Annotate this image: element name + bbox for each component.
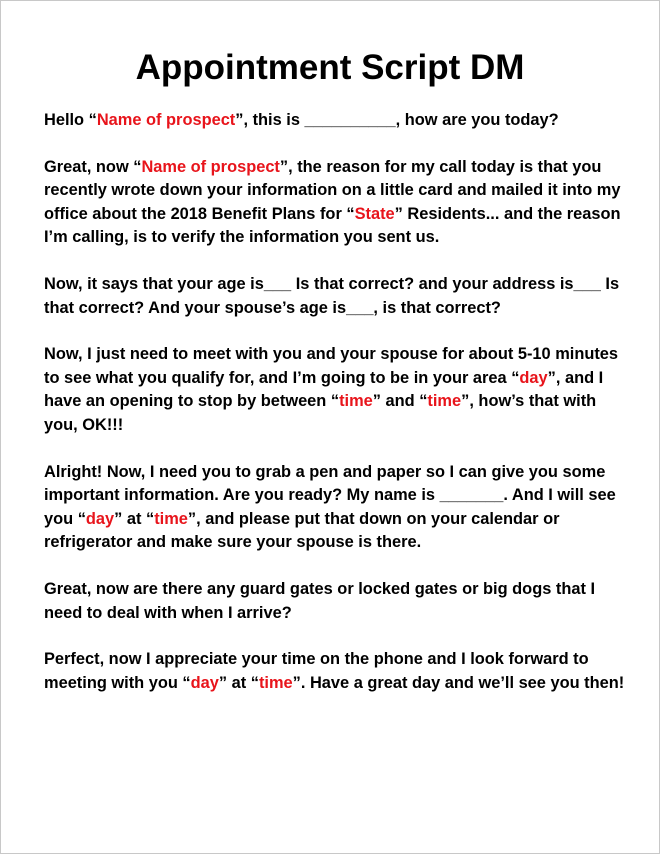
placeholder-field: time [258, 673, 293, 692]
script-text: ”. Have a great day and we’ll see you then! [292, 673, 625, 692]
script-text: ” at “ [218, 673, 259, 692]
paragraph-verify-info [44, 273, 629, 320]
placeholder-field: day [85, 509, 115, 528]
script-text: Alright! Now, I need you to grab a pen and paper so I can give you some important information. Are you ready? My name is _______. And I will see you “ [44, 462, 616, 528]
script-text: ”, and I have an opening to stop by between “ [44, 368, 604, 411]
script-text: Now, it says that your age is___ Is that correct? and your address is___ Is that correct? And your spouse’s age is___, is that correct? [44, 274, 620, 317]
paragraph-gates-and-dogs [44, 578, 629, 625]
placeholder-field: day [190, 673, 219, 692]
script-text: ” Residents... and the reason I’m calling, is to verify the information you sent us. [44, 204, 621, 247]
document-title: Appointment Script DM [135, 48, 525, 87]
script-text: Now, I just need to meet with you and your spouse for about 5-10 minutes to see what you qualify for, and I’m going to be in your area “ [44, 345, 619, 387]
script-text: ” and “ [372, 392, 428, 411]
script-text: ”, how’s that with you, OK!!! [44, 392, 597, 434]
script-text: ”, this is __________, how are you today? [235, 111, 559, 129]
script-text: Hello “ [44, 111, 97, 129]
placeholder-field: time [427, 392, 462, 411]
placeholder-field: Name of prospect [96, 111, 236, 129]
placeholder-field: State [354, 204, 395, 223]
script-text: ” at “ [114, 509, 155, 528]
paragraph-closing [44, 648, 629, 695]
script-text: Great, now “ [44, 157, 142, 176]
placeholder-field: time [154, 509, 188, 528]
paragraph-reason-for-call [44, 156, 629, 250]
paragraph-greeting [44, 109, 629, 133]
script-text: Great, now are there any guard gates or locked gates or big dogs that I need to deal with when I arrive? [44, 579, 596, 622]
script-text: ”, the reason for my call today is that you recently wrote down your information on a little card and mailed it into my office about the 2018 Benefit Plans for “ [44, 157, 621, 223]
placeholder-field: Name of prospect [141, 157, 280, 176]
script-body [44, 109, 629, 718]
paragraph-set-meeting [44, 343, 629, 437]
script-text: Perfect, now I appreciate your time on the phone and I look forward to meeting with you “ [44, 650, 589, 692]
script-text: ”, and please put that down on your calendar or refrigerator and make sure your spouse is there. [44, 509, 560, 552]
placeholder-field: time [339, 392, 373, 411]
placeholder-field: day [519, 368, 548, 387]
paragraph-confirm-appointment [44, 461, 629, 555]
